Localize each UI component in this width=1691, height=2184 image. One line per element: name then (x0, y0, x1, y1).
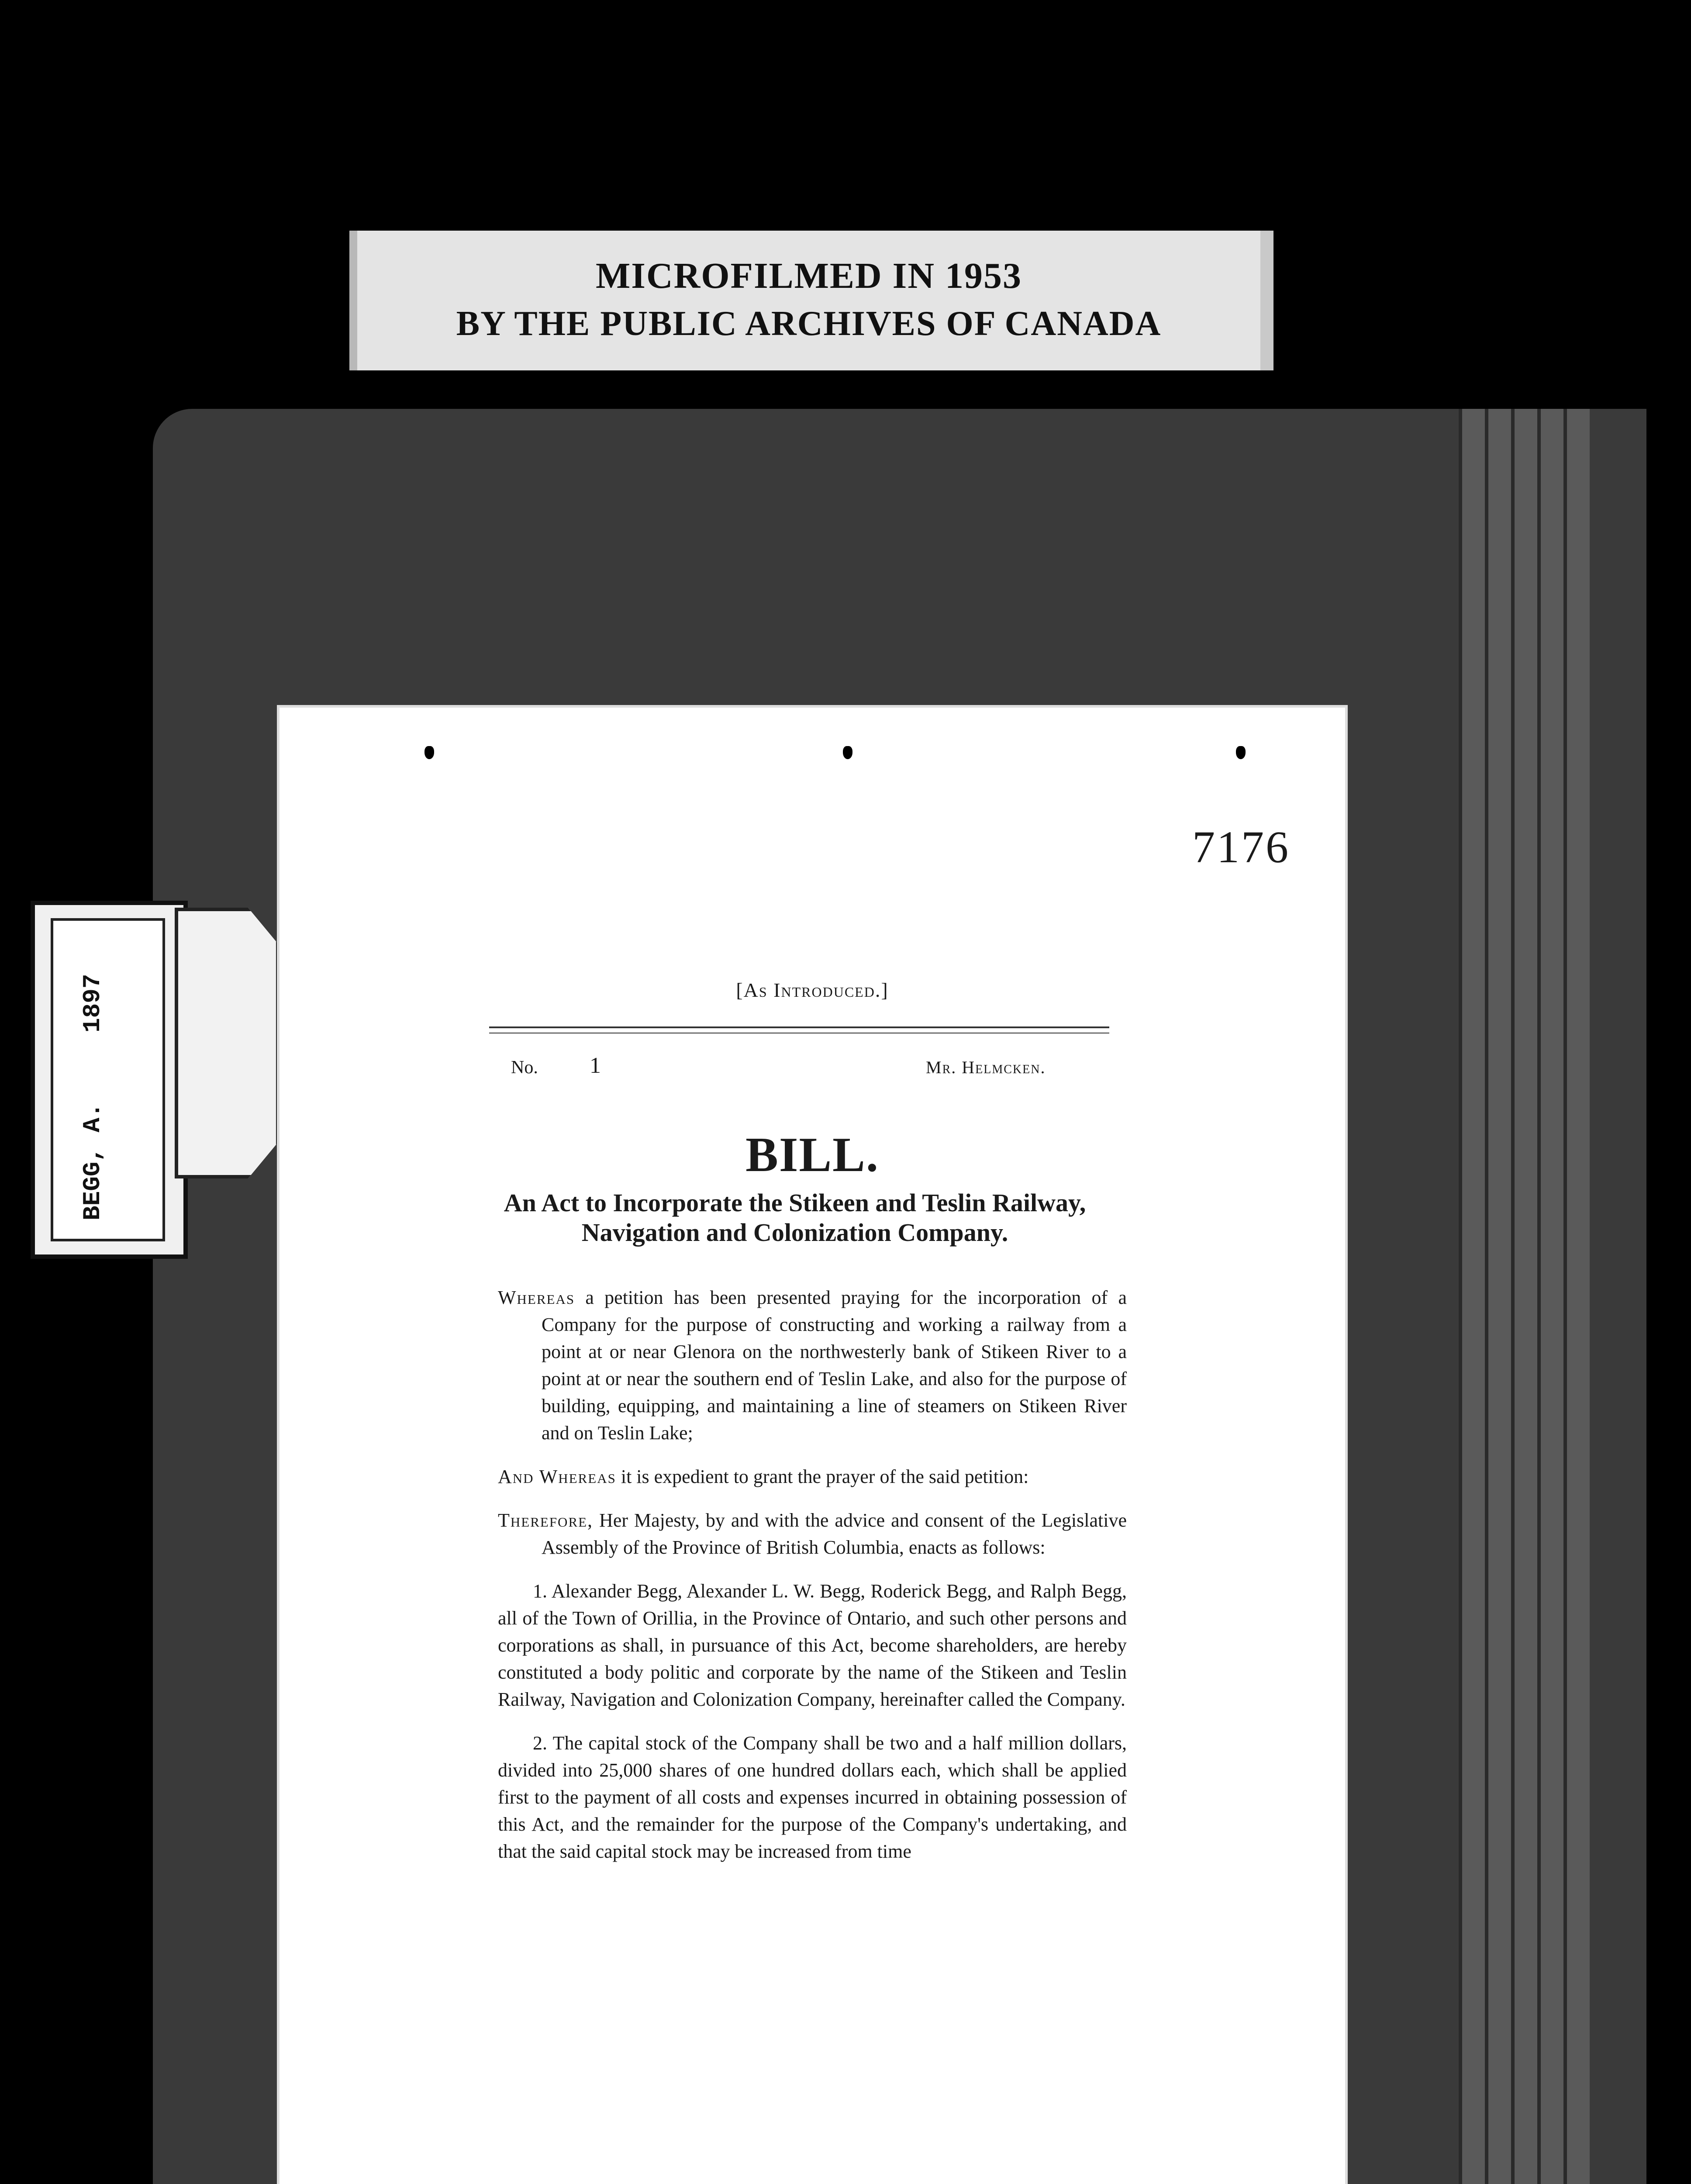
file-label-card (51, 918, 165, 1241)
banner-line-2: BY THE PUBLIC ARCHIVES OF CANADA (456, 304, 1162, 343)
punch-hole (843, 746, 852, 759)
bill-page (280, 708, 1345, 2184)
preamble-whereas (498, 1284, 1127, 1447)
bill-number-value: 1 (590, 1053, 601, 1078)
preamble-lead: And Whereas (498, 1466, 616, 1487)
bill-body (498, 1284, 1127, 1882)
banner-line-1: MICROFILMED IN 1953 (596, 256, 1022, 296)
enacting-text: Her Majesty, by and with the advice and consent of the Legislative Assembly of the Province of British Columbia, enacts as follows: (542, 1510, 1127, 1558)
bill-title: An Act to Incorporate the Stikeen and Teslin Railway, Navigation and Colonization Company. (504, 1189, 1086, 1247)
file-label-year: 1897 (79, 974, 107, 1033)
punch-hole (1236, 746, 1246, 759)
enacting-clause (498, 1507, 1127, 1561)
preamble-lead: Whereas (498, 1287, 575, 1308)
preamble-text: a petition has been presented praying for the incorporation of a Company for the purpose of constructing and working a railway from a point at or near Glenora on the northwesterly bank of Stikeen River to a point at or near the southern end of Teslin Lake, and also for the purpose of building, equipping, and maintaining a line of steamers on Stikeen River and on Teslin Lake; (542, 1287, 1127, 1444)
bill-status: [As Introduced.] (736, 979, 889, 1001)
preamble-and-whereas (498, 1463, 1127, 1490)
document-number: 7176 (1192, 822, 1290, 872)
enacting-lead: Therefore, (498, 1510, 594, 1531)
file-label-name: BEGG, A. (79, 1103, 107, 1220)
paper-clip-tab (175, 908, 280, 1178)
file-label-tab (31, 901, 188, 1259)
bill-number-label: No. (511, 1057, 538, 1078)
punch-hole (424, 746, 434, 759)
bill-heading: BILL. (745, 1128, 879, 1182)
folder-edge (1537, 409, 1563, 2184)
section-1: 1. Alexander Begg, Alexander L. W. Begg, Roderick Begg, and Ralph Begg, all of the Town of Orillia, in the Province of Ontario, and such other persons and corporations as shall, in pursuance of this Act, become shareholders, are hereby constituted a body politic and corporate by the name of the Stikeen and Teslin Railway, Navigation and Colonization Company, hereinafter called the Company. (498, 1580, 1127, 1710)
folder-edge (1459, 409, 1485, 2184)
section-2: 2. The capital stock of the Company shall be two and a half million dollars, divided into 25,000 shares of one hundred dollars each, which shall be applied first to the payment of all costs and expenses incurred in obtaining possession of this Act, and the remainder for the purpose of the Company's undertaking, and that the said capital stock may be increased from time (498, 1732, 1127, 1862)
file-label-text (79, 941, 131, 1225)
divider-rule (489, 1026, 1109, 1028)
folder-edge (1485, 409, 1511, 2184)
microfilm-banner (349, 231, 1273, 370)
sponsoring-member: Mr. Helmcken. (926, 1057, 1046, 1077)
preamble-text: it is expedient to grant the prayer of the said petition: (616, 1466, 1029, 1487)
folder-edge (1511, 409, 1537, 2184)
folder-edge (1563, 409, 1590, 2184)
